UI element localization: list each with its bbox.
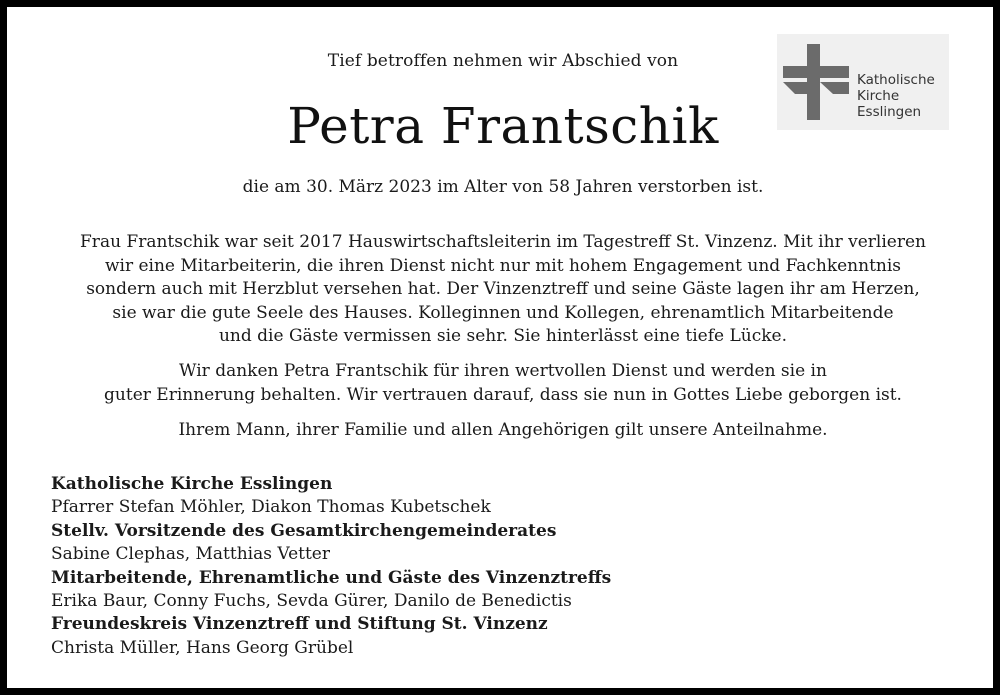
signature-names: Pfarrer Stefan Möhler, Diakon Thomas Kubetschek [51,497,491,518]
text-line: guter Erinnerung behalten. Wir vertrauen darauf, dass sie nun in Gottes Liebe geborgen ist. [104,384,902,405]
deceased-name: Petra Frantschik [287,97,719,155]
text-line: Frau Frantschik war seit 2017 Hauswirtschaftsleiterin im Tagestreff St. Vinzenz. Mit ihr verlieren [80,232,926,252]
logo-line: Esslingen [857,104,922,120]
paragraph-thanks [37,360,969,407]
signature-org: Katholische Kirche Esslingen [51,474,333,494]
signature-names: Christa Müller, Hans Georg Grübel [51,637,354,658]
text-line: sie war die gute Seele des Hauses. Kolleginnen und Kollegen, ehrenamtlich Mitarbeitende [112,302,894,323]
signature-names: Sabine Clephas, Matthias Vetter [51,544,330,565]
text-line: wir eine Mitarbeiterin, die ihren Dienst nicht nur mit hohem Engagement und Fachkenntnis [104,255,902,276]
signature-block [51,473,611,660]
logo-line: Katholische [857,72,935,88]
signature-org: Stellv. Vorsitzende des Gesamtkirchengemeinderates [51,520,557,541]
logo-line: Kirche [857,88,900,104]
text-line: und die Gäste vermissen sie sehr. Sie hinterlässt eine tiefe Lücke. [218,326,787,347]
paragraph-condolence [37,419,969,443]
death-date-line: die am 30. März 2023 im Alter von 58 Jahren verstorben ist. [242,177,764,197]
text-line: Ihrem Mann, ihrer Familie und allen Angehörigen gilt unsere Anteilnahme. [178,420,828,440]
intro-line: Tief betroffen nehmen wir Abschied von [327,51,679,71]
paragraph-tribute [37,231,969,349]
text-line: sondern auch mit Herzblut versehen hat. Der Vinzenztreff und seine Gäste lagen ihr am Herzen, [86,279,920,300]
signature-org: Mitarbeitende, Ehrenamtliche und Gäste des Vinzenztreffs [51,567,612,588]
text-line: Wir danken Petra Frantschik für ihren wertvollen Dienst und werden sie in [179,361,827,381]
signature-names: Erika Baur, Conny Fuchs, Sevda Gürer, Danilo de Benedictis [51,591,572,612]
signature-org: Freundeskreis Vinzenztreff und Stiftung St. Vinzenz [51,614,548,635]
